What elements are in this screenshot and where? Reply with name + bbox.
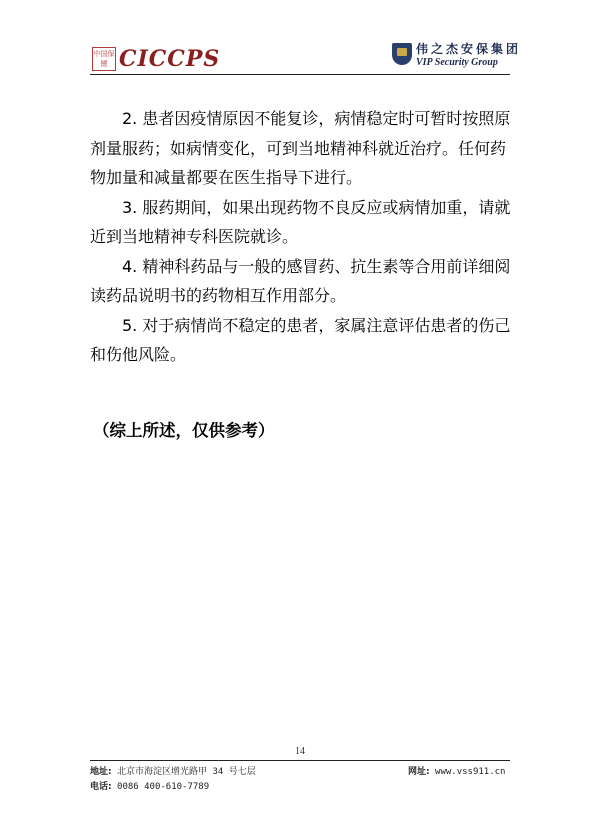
footer-phone (90, 779, 209, 792)
footer-divider (90, 760, 510, 761)
website-link[interactable]: www.vss911.cn (435, 767, 506, 777)
address-value: 北京市海淀区增光路甲 34 号七层 (117, 767, 256, 777)
shield-icon (392, 43, 412, 65)
footer-website (408, 764, 505, 777)
paragraph-2: 2. 患者因疫情原因不能复诊，病情稳定时可暂时按照原剂量服药；如病情变化，可到当地精神科就近治疗。任何药物加量和减量都要在医生指导下进行。 (90, 109, 511, 187)
phone-value: 0086 400-610-7789 (117, 782, 210, 792)
body-text (90, 104, 512, 370)
brand-english-name: VIP Security Group (416, 57, 498, 68)
phone-label: 电话: (90, 782, 112, 792)
header-divider (90, 74, 510, 75)
paragraph-5: 5. 对于病情尚不稳定的患者，家属注意评估患者的伤己和伤他风险。 (90, 315, 511, 364)
vip-security-logo (392, 40, 521, 68)
website-label: 网址: (408, 767, 430, 777)
page-number: 14 (295, 746, 305, 757)
seal-icon: 中国保镖 (92, 47, 116, 71)
ciccps-logo (92, 46, 220, 72)
footer-address (90, 764, 256, 777)
page-header (0, 0, 600, 80)
address-label: 地址: (90, 767, 112, 777)
brand-chinese-name: 伟之杰安保集团 (416, 42, 522, 56)
paragraph-4: 4. 精神科药品与一般的感冒药、抗生素等合用前详细阅读药品说明书的药物相互作用部分。 (90, 256, 511, 305)
paragraph-3: 3. 服药期间，如果出现药物不良反应或病情加重，请就近到当地精神专科医院就诊。 (90, 197, 511, 246)
summary-note: （综上所述，仅供参考） (93, 421, 275, 440)
ciccps-wordmark: CICCPS (119, 46, 221, 72)
